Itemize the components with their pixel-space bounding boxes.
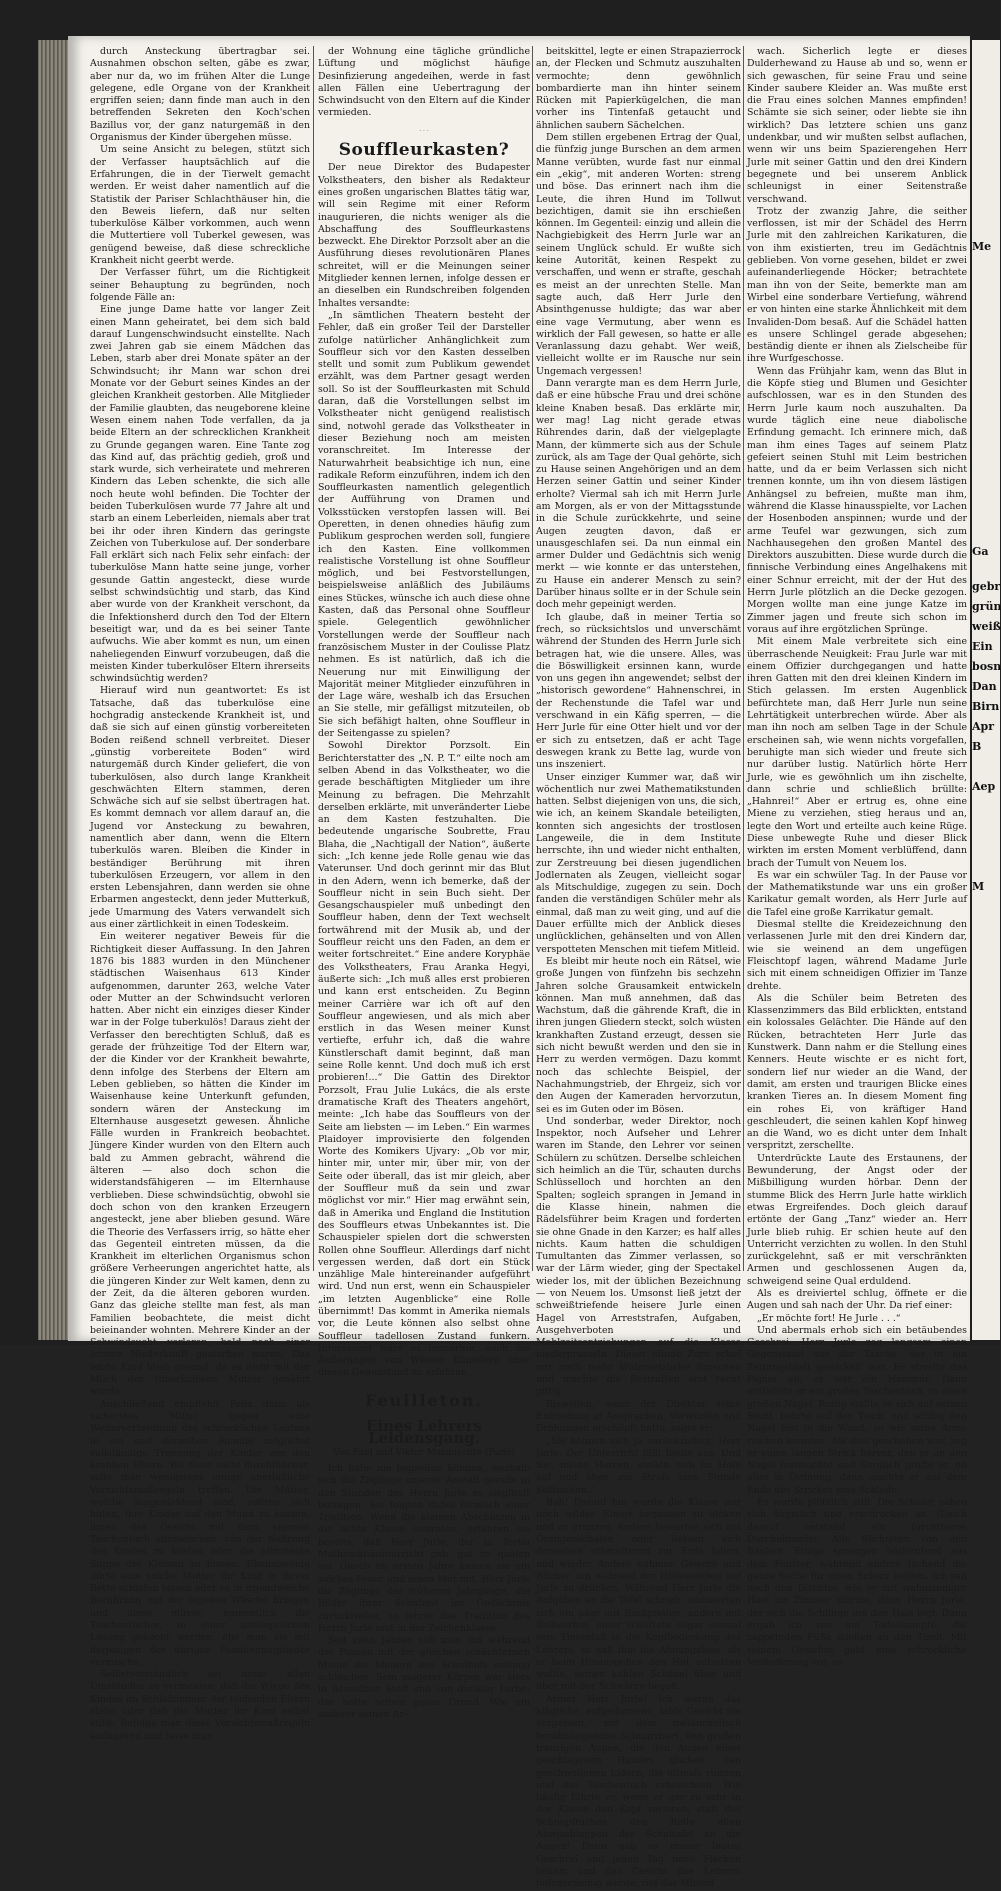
article-heading: Souffleurkasten? — [338, 140, 510, 161]
fragment-word: Ga — [972, 545, 989, 558]
column-2 — [318, 46, 530, 1720]
fragment-word: gebr — [972, 580, 1001, 593]
paragraph: wach. Sicherlich legte er dieses Dulderhewand zu Hause ab und so, wenn er sich gewaschen, für seine Frau und seine Kinder saubere Kleider an. Was mußte erst die Frau eines solchen Mannes empfinden! Schämte sie sich seiner, oder liebte sie ihn wirklich? Das letztere schien uns ganz undenkbar, und wir mußten selbst auflachen, wenn wir uns beim Spazierengehen Herr Jurle mit seiner Gattin und den drei Kindern begegnete und bei unserem Anblick schleunigst in einer Seitenstraße verschwand. — [747, 46, 967, 205]
paragraph: Der neue Direktor des Budapester Volkstheaters, den bisher als Redakteur eines großen ungarischen Blattes tätig war, will sein Regime mit einer Reform inaugurieren, die nichts weniger als die Abschaffung des Souffleurkastens bezweckt. Ehe Direktor Porzsolt aber an die Ausführung dieses revolutionären Planes schreitet, will er die Meinungen seiner Mitglieder kennen lernen, infolge dessen er an dieselben ein Rundschreiben folgenden Inhaltes versandte: — [318, 162, 530, 309]
paragraph: Es bleibt mir heute noch ein Rätsel, wie große Jungen von fünfzehn bis sechzehn Jahren solche Grausamkeit entwickeln können. Man muß annehmen, daß das Wachstum, daß die gährende Kraft, die in ihren jungen Gliedern steckt, solch wüsten krankhaften Zustand erzeugt, dessen sie sich nicht bewußt werden und den sie in Herr zu werden vermögen. Dazu kommt noch das schlechte Beispiel, der Nachahmungstrieb, der Ehrgeiz, sich vor den Augen der Kameraden hervorzutun, sei es im Guten oder im Bösen. — [536, 955, 741, 1115]
fragment-word: B — [972, 740, 982, 753]
column-3 — [536, 46, 741, 1890]
paragraph: Anschließend empfiehlt Felix dann als sicherstes Mittel gegen eine Weiterverbreitung des schrecklichen Leidens in ein und derselben Familie möglichst vollständige Trennung der Kinder von den kranken Eltern. Wo diese nicht durchführbar, solle man wenigstens einige unerläßliche Vorsichtsmaßregeln treffen. Die Mütter, welche lungenleidend sind, sollten sich hüten, ihre Kinder auf den Mund zu küssen, ihnen das Gesicht mit dem eigenen Taschentuch abzuwischen, von der Nahrung des Kindes zu kosten oder die allzuheiße Suppe der Kleinen zu blasen. Ebensowenig dürfe eine solche Mutter ihr Kind in ihrem Bette schlafen lassen oder es in irgendwelche Berührung mit der eigenen Wäsche bringen und diese müsse, namentlich die Taschentücher, in einer antiseptischen Lösung gekocht werden, ehe man sie mit derjenigen der übrigen Familienmitglieder vermische. — [90, 1398, 310, 1668]
fragment-word: bosn — [972, 660, 1001, 673]
paragraph: Unser einziger Kummer war, daß wir wöchentlich nur zwei Mathematikstunden hatten. Selbst diejenigen von uns, die sich, wie ich, an keinem Skandale beteiligten, konnten sich angesichts der trostlosen Langeweile, die in dem Institute herrschte, ihn und wieder nicht enthalten, zur Zerstreuung bei diesen jugendlichen Jodlernaten als Zeugen, vielleicht sogar als Mitschuldige, zugegen zu sein. Doch fanden die verständigen Schüler mehr als einmal, daß man zu weit ging, und auf die Dauer erfüllte mich der Anblick dieses unglücklichen, gehänselten und von Allen verspotteten Menschen mit tiefem Mitleid. — [536, 771, 741, 955]
paragraph: durch Ansteckung übertragbar sei. Ausnahmen obschon selten, gäbe es zwar, aber nur da, wo im frühen Alter die Lunge gelegene, edle Organe von der Krankheit ergriffen seien; dann finde man auch in den betreffenden Sekreten den Koch'schen Bazillus vor, der ganz naturgemäß in den Organismus der Kinder übergehen müsse. — [90, 46, 310, 144]
fragment-word: Ein — [972, 640, 993, 653]
story-byline: Von Paul und Viktor Margueritte (Paris) — [333, 1447, 515, 1458]
paragraph: Und sonderbar, weder Direktor, noch Inspektor, noch Aufseher und Lehrer waren im Stande, den Lehrer vor seinen Schülern zu schützen. Derselbe schleichen sich heimlich an die Tür, schauten durchs Schlüsselloch und horchten an den Spalten; sogleich sprangen in Jemand in die Klasse hinein, nahmen die Rädelsführer beim Kragen und forderten sie ohne Gnade in den Karzer; es half alles nichts. Kaum hatten die schuldigen Tumultanten das Zimmer verlassen, so war der Lärm wieder, ging der Spectakel wieder los, mit der üblichen Bezeichnung — von Neuem los. Umsonst ließ jetzt der schweißtriefende heisere Jurle einen Hagel von Arreststrafen, Aufgaben, Ausgehverboten und Mahlzeitsentziehungen auf die Klasse niederprasseln. Dieser blinde Zorn schuf nur noch mehr Widersetzliche Burschen und machte die Bestraften erst recht giftig. — [536, 1115, 741, 1398]
paragraph: Trotz der zwanzig Jahre, die seither verflossen, ist mir der Schädel des Herrn Jurle mit den zahlreichen Karikaturen, die von ihm existierten, treu im Gedächtnis geblieben. Von vorne gesehen, bildet er zwei aufeinanderliegende Höcker; betrachtete man ihn von der Seite, bemerkte man am Wirbel eine sonderbare Vertiefung, während er von hinten eine starke Ähnlichkeit mit dem Invaliden-Dom besaß. Auf die Schädel hatten es unsere Schlingel gerade abgesehen; beständig diente er ihnen als Zielscheibe für ihre Wurfgeschosse. — [747, 205, 967, 365]
paragraph: Der Verfasser führt, um die Richtigkeit seiner Behauptung zu begründen, noch folgende Fälle an: — [90, 267, 310, 303]
paragraph: Es wurde plötzlich still. Die Schüler sahen sich ängstlich und erschrocken an. Gleich darauf entstand ein furchtbares Durcheinander. Alle flüchteten von den Bänken. Einige sprangen hülferufend aus dem Fenster, während andere lachend die ganze Sache für einen Scherz hielten. Ich sah noch den Direktor, wie er mit wahnsinniger Hast ins Zimmer stürzte, denn Herrn Jurle, der sich die Schlinge um den Hals legt. Dann ergab ich von am Todeskampfe; die zappelnden Füße stießen an den Tisch. Mit seinem Gesichte gebt eine schreckliche Veränderung vor, es — [747, 1497, 967, 1668]
feuilleton-label: Feuilleton. — [365, 1390, 483, 1410]
column-4 — [747, 46, 967, 1668]
article-body — [318, 162, 530, 1379]
fragment-word: Birn — [972, 700, 1000, 713]
book-page-edges — [38, 40, 68, 1340]
column-rule — [743, 46, 744, 1271]
story-body — [318, 1463, 530, 1721]
paragraph: Ich glaube, daß in meiner Tertia so frech, so rücksichtslos und unverschämt während der Stunden des Herrn Jurle sich betragen hat, wie die unsere. Alles, was die Böswilligkeit ersinnen kann, wurde von uns gegen ihn angewendet; selbst der „historisch gewordene“ Hahnenschrei, in der Rechenstunde die Tafel war und verschwand in ein Käfig sperren, — die Herr Jurle für eine Otter hielt und vor der er sich zu entsetzen, daß er acht Tage deswegen krank zu Bette lag, wurde von uns inszeniert. — [536, 611, 741, 771]
paragraph: Bah! Darauf hin wurde die Klasse nur noch wilder. Einige begannen zu blöken und zu grunzen, Andere bewarfen sich mit Orangenschalen oder liessen sich derselben schmetternd zur Erde fallen, und wieder Andere nahmen Gewerk und Bücher, um während der Höllensieben auf Jurle zu drücken. Während Herr Jurle die Aufgaben an die Tafel schrieb, amüsierten sich ein paar mit Backpfeifen, andere mit Ballwerfen; einer schüttete sogar einmal sein Tintenfaß in die Kopfbedeckung des Lehrers, so daß ihm die Ahnungslose, als er beim Hinausgehen den Hut aufsetzen wollte, seinen kahlen Schädel über und über mit der Schwärze begoß. — [536, 1497, 741, 1693]
fragment-word: Apr — [972, 720, 995, 733]
paragraph: Sowohl Direktor Porzsolt. Ein Berichterstatter des „N. P. T.“ eilte noch am selben Abend in das Volkstheater, wo die gerade beschäftigten Mitglieder um ihre Meinung zu befragen. Die Mehrzahlt derselben erklärte, mit unveränderter Liebe an dem Kasten festzuhalten. Die bedeutende ungarische Soubrette, Frau Blaha, die „Nachtigall der Nation“, äußerte sich: „Ich kenne jede Rolle genau wie das Vaterunser. Und doch gerinnt mir das Blut in den Adern, wenn ich bemerke, daß der Souffleur nicht in sein Buch sieht. Der Gesangschauspieler muß unbedingt den Souffleur haben, denn der Text wechselt fortwährend mit der Musik ab, und der Souffleur reicht uns den Faden, an dem er weiter fortschreitet.“ Eine andere Koryphäe des Volkstheaters, Frau Aranka Hegyi, äußerte sich: „Ich muß alles erst probieren und kann erst entscheiden. Zu Beginn meiner Carrière war ich oft auf den Souffleur angewiesen, und als mich aber erstlich in das Wesen meiner Kunst vertiefte, erfuhr ich, daß die wahre Künstlerschaft damit beginnt, daß man seine Rolle kennt. Und doch muß ich erst probieren!...“ Die Gattin des Direktor Porzsolt, Frau Julie Lukács, die als erste dramatische Kraft des Theaters angehört, meinte: „Ich habe das Souffleurs von der Seite am liebsten — im Leben.“ Ein warmes Plaidoyer improvisierte den folgenden Worte des Komikers Ujvary: „Ob vor mir, hinter mir, unter mir, über mir, von der Seite oder überall, das ist mir gleich, aber der Souffleur muß da sein und zwar möglichst vor mir.“ Hier mag erwähnt sein, daß in Amerika und England die Institution des Souffleurs etwas Unbekanntes ist. Die Schauspieler spielen dort die schwersten Rollen ohne Souffleur. Allerdings darf nicht vergessen werden, daß dort ein Stück unzählige Male hintereinander aufgeführt wird. Und nun erst, wenn ein Schauspieler „im letzten Augenblicke“ eine Rolle übernimmt! Das kommt in Amerika niemals vor, die Leute können also selbst ohne Souffleur tadellosen Zustand funkern. Interessant wäre es immerhin, auch die Äußerungen von Wiener Künstlern über diesen Gegenstand zu erfahren. — [318, 740, 530, 1379]
paragraph: Und abermals erhob sich ein betäubendes Geschrei. Herr Jurle zog langsam einen Gegenstand aus der Tasche, der in ein Zeitungsblatt gewickelt war. Er streifte das Papier ab, es war ein Hammer. Dann entfaltete er ein großes Taschentuch, in einen großen Nagel. Ruhig stellte er sich auf seinen Stuhl, bohrte auf den Tisch, und schlug den Nagel fest in die Wand, so wie seine Arme reichen konnten. Als dies geschehen war, zog er einen langen Strick hervor, den er an den Nagel festmachte und Sorglich prüfte er, ob alles in Ordnung, dann machte er aus dem Ende des Strickes eine Schleife. — [747, 1324, 967, 1496]
fragment-word: Me — [972, 240, 992, 253]
paragraph: „Er möchte fort! He Jurle . . .“ — [757, 1312, 901, 1324]
paragraph: beitskittel, legte er einen Strapazierrock an, der Flecken und Schmutz auszuhalten vermochte; denn gewöhnlich bombardierte man ihn hinter seinem Rücken mit Papierkügelchen, die man vorher ins Tintenfaß getaucht und ähnlichen saubern Sächelchen. — [536, 46, 741, 131]
paragraph: Dem stillen ergebenen Ertrag der Qual, die fünfzig junge Burschen an dem armen Manne verübten, wurde fast nur einmal ein „ekig“, mit anderen Worten: streng und böse. Das erinnert nach ihm die Leute, die ihren Hund im Tollwut bezichtigen, damit sie ihn erschießen können. Im Gegenteil: einzig und allein die Nachgiebigkeit des Herrn Jurle war an seinem Unglück schuld. Er wußte sich keine Autorität, keinen Respekt zu verschaffen, und wenn er strafte, geschah es meist an der unrechten Stelle. Man sagte auch, daß Herr Jurle den Absinthgenusse huldigte; das war aber eine vage Vermutung, aber wenn es wirklich der Fall gewesen, so hatte er alle Veranlassung dazu gehabt. Wer weiß, vielleicht wollte er im Rausche nur sein Ungemach vergessen! — [536, 132, 741, 377]
fragment-word: weiß — [972, 620, 1001, 633]
column-2-lead: der Wohnung eine tägliche gründliche Lüftung und möglichst häufige Desinfizierung angedeihen, werde in fast allen Fällen eine Uebertragung der Schwindsucht von den Eltern auf die Kinder vermieden. — [318, 46, 530, 119]
paragraph: Mit einem Male verbreitete sich eine überraschende Neuigkeit: Frau Jurle war mit einem Offizier durchgegangen und hatte ihren Gatten mit den drei kleinen Kindern im Stich gelassen. Im ersten Augenblick befürchtete man, daß Herr Jurle nun seine Lehrtätigkeit unterbrechen würde. Aber als man ihn noch am selben Tage in der Schule erscheinen sah, wie wenn nichts vorgefallen, beruhigte man sich wieder und freute sich nur darüber lustig. Natürlich hörte Herr Jurle, wie es gewöhnlich um ihn zischelte, dann schrie und schließlich brüllte: „Hahnrei!“ Aber er ertrug es, ohne eine Miene zu verziehen, stieg heraus und an, legte den Wort und erteilte auch keine Rüge. Diese unbewegte Ruhe und dieser Blick wirkten im ersten Moment verblüffend, dann brach der Tumult von Neuem los. — [747, 636, 967, 869]
paragraph: Als die Schüler beim Betreten des Klassenzimmers das Bild erblickten, entstand ein kolossales Gelächter. Die Hände auf den Rücken, betrachteten Herr Jurle das Kunstwerk. Dann nahm er die Stellung eines Kenners. Heute wischte er es nicht fort, sondern lief nur wieder an die Wand, der damit, am ersten und traurigen Blicke eines kranken Tieres an. In diesem Moment fing ein rohes Ei, von kräftiger Hand geschleudert, die seinen kahlen Kopf hinweg an die Wand, wo es dicht unter dem Inhalt verspritzt, zerschellte. — [747, 992, 967, 1152]
section-rule-thin — [318, 1411, 530, 1412]
paragraph: Ich habe nie begreifen können, weshalb sich die Zöglinge unserer Anstalt gerade in den Stunden des Herrn Jurle so sieglhaft betragen. Sie folgten dabei förmlich einer Tradition. Wenn die kleinen Abschützen in die achte Klasse eintraten, erfuhren sie bereits, daß Herr Jurle, der in Tertia Mathematikunterricht gab, gut zu quälen sei. Gleich im ersten Jahre kamen sie ein solches Feuer und einen Mut mit. Herr Jurle die Zöglinge der früheren Jahrgänge, die Bilder ihrer Schulzeit ins Gedächtnis zurückriefen, so lehrte das Tradition des Herrn Jurle erst in der Zeichenklasse. — [318, 1462, 530, 1634]
paragraph: „Sie können sich ja zurückziehen, Herr Jurle. Der Unterricht fällt heute aus. Und Sie, meine Herren, stellen sich im Hofe auf und üben zur Strafe eine Stunde Stillstehen.“ — [536, 1435, 741, 1496]
paragraph: Eine junge Dame hatte vor langer Zeit einen Mann geheiratet, bei dem sich bald darauf Lungenschwindsucht einstellte. Nach zwei Jahren gab sie einem Mädchen das Leben, starb aber drei Monate später an der Schwindsucht; ihr Mann war schon drei Monate vor der Geburt seines Kindes an der gleichen Krankheit gestorben. Alle Mitglieder der Familie glaubten, das neugeborene kleine Wesen einem nahen Tode verfallen, da ja beide Eltern an der schrecklichen Krankheit zu Grunde gegangen waren. Eine Tante zog das Kind auf, das prächtig gedieh, groß und stark wurde, sich verheiratete und mehreren Kindern das Leben schenkte, die sich alle noch heute wohl befinden. Die Tochter der beiden Tuberkulösen wurde 77 Jahre alt und starb an einem Leberleiden, niemals aber trat bei ihr oder ihren Kindern das geringste Zeichen von Tuberkulose auf. Der sonderbare Fall erklärt sich nach Felix sehr einfach: der tuberkulöse Mann hatte seine junge, vorher gesunde Gattin angesteckt, diese wurde selbst schwindsüchtig und starb, das Kind aber wurde von der Krankheit verschont, da die Infektionsherd durch den Tod der Eltern beseitigt war, und da es bei seiner Tante aufwuchs. Wie aber kommt es nun, um einen naheliegenden Einwurf vorzubeugen, daß die meisten Kinder tuberkulöser Eltern ihrerseits schwindsüchtig werden? — [90, 304, 310, 685]
separator-mark: · · · — [419, 127, 429, 135]
paragraph: Wenn das Frühjahr kam, wenn das Blut in die Köpfe stieg und Blumen und Gesichter aufschlossen, war es in den Stunden des Herrn Jurle kaum noch auszuhalten. Da wurde täglich eine neue diabolische Erfindung gemacht. Ich erinnere mich, daß man ihm eines Tages auf seinem Platz gefeiert seinen Stuhl mit Leim bestrichen hatte, und da er beim Verlassen sich nicht trennen konnte, um ihn von diesem lästigen Anhängsel zu befreien, mußte man ihm, während die Klasse hinausspielte, vor Lachen der Hosenboden anspinnen; wurde und der arme Teufel war gezwungen, sich zum Nachhausegehen den großen Mantel des Direktors auszubitten. Diese wurde durch die finnische Verbindung eines Angelhakens mit einer Schnur erreicht, mit der der Hut des Herrn Jurle plötzlich an die Decke gezogen. Morgen wollte man eine junge Katze im Zimmer jagen und freute sich schon im voraus auf ihre ergötzlichen Sprünge. — [747, 365, 967, 635]
paragraph: Um seine Ansicht zu belegen, stützt sich der Verfasser hauptsächlich auf die Erfahrungen, die in der Tierwelt gemacht werden. Er weist daher namentlich auf die Statistik der Pariser Schlachthäuser hin, die den Beweis liefern, daß nur selten tuberkulöse Kälber vorkommen, auch wenn die Muttertiere voll Tuberkel gewesen, was genügend beweise, daß diese schreckliche Krankheit nicht geerbt werde. — [90, 144, 310, 267]
paragraph: Bisweilen, wenn der Direktor seine Entrüstung in Ansprachen, Vorwürfen und Drohungen erschöpft hatte, sagte er: — [536, 1398, 741, 1435]
fragment-word: Dan — [972, 680, 997, 693]
paragraph: Als es dreiviertel schlug, öffnete er die Augen und sah nach der Uhr. Da rief einer: — [747, 1287, 967, 1312]
paragraph: Dann verargte man es dem Herrn Jurle, daß er eine hübsche Frau und drei schöne kleine Knaben besaß. Das erklärte mir, wer mag! Lag nicht gerade etwas Rührendes darin, daß der vielgeplagte Mann, der kümmerte sich aus der Schule zurück, als am Tage der Qual gehörte, sich zu Hause seinen Angehörigen und an dem Herzen seiner Gattin und seiner Kinder erholte? Viermal sah ich mit Herrn Jurle am Morgen, als er von der Mittagsstunde in die Schule zurückkehrte, und seine Augen zeugten davon, daß er unausgeschlafen sei. Da nun einmal ein armer Dulder und Gedächtnis sich wenig merkt — wie konnte er das unterstehen, zu Hause ein anderer Mensch zu sein? Darüber hinaus sollte er in der Schule sein doch mehr gepeinigt werden. — [536, 378, 741, 611]
paragraph: Unterdrückte Laute des Erstaunens, der Bewunderung, der Angst oder der Mißbilligung wurden hörbar. Denn der stumme Blick des Herrn Jurle hatte wirklich etwas Ergreifendes. Doch gleich darauf ertönte der Gang „Tanz“ wieder an. Herr Jurle blieb ruhig. Er schien heute auf den Unterricht verzichten zu wollen. In den Stuhl zurückgelehnt, saß er mit verschränkten Armen und geschlossenen Augen da, schweigend seine Qual erduldend. — [747, 1152, 967, 1287]
fragment-word: Aep — [972, 780, 996, 793]
paragraph: Ein weiterer negativer Beweis für die Richtigkeit dieser Auffassung. In den Jahren 1876 bis 1883 wurden in den Münchener städtischen Waisenhaus 613 Kinder aufgenommen, darunter 263, welche Vater oder Mutter an der Schwindsucht verloren hatten. Aber nicht ein einziges dieser Kinder war in der Folge tuberkulös! Daraus zieht der Verfasser den berechtigten Schluß, daß es gerade der frühzeitige Tod der Eltern war, der die Kinder vor der Krankheit bewahrte, denn infolge des Sterbens der Eltern am Leben geblieben, so hätten die Kinder im Waisenhause keine Unterkunft gefunden, sondern wären der Ansteckung im Elternhause ausgesetzt gewesen. Ähnliche Fälle wurden in Frankreich beobachtet. Jüngere Kinder wurden von den Eltern auch bald zu Ammen gebracht, während die älteren — also doch schon die widerstandsfähigeren — im Elternhause verblieben. Diese schwindsüchtig, obwohl sie doch schon von den kranken Erzeugern angesteckt, jene aber blieben gesund. Wäre die Theorie des Verfassers irrig, so hätte eher das Gegenteil eintreten müssen, da die Krankheit im elterlichen Organismus schon größere Verheerungen angerichtet hatte, als die jüngeren Kinder zur Welt kamen, denn zu der Zeit, da die älteren geboren wurden. Ganz das gleiche stellte man fest, als man Familien beobachtete, die meist dicht beieinander wohnten. Mehrere Kinder an der Schwindsucht verloren, bald nach einer letzten Niederkunft gestorben waren. Das letzte Kind blieb gesund, da es nicht mit der Milch der tuberkulösen Mutter genährt wurde. — [90, 931, 310, 1398]
paragraph: Hierauf wird nun geantwortet: Es ist Tatsache, daß das tuberkulöse eine hochgradig ansteckende Krankheit ist, und daß sie sich auf einen günstig vorbereiteten Boden reißend schnell verbreitet. Dieser „günstig vorbereitete Boden“ wird naturgemäß durch Kinder geliefert, die von tuberkulösen, also durch lange Krankheit geschwächten Eltern stammen, deren Schwäche sich auf sie selbst übertragen hat. Es kommt demnach vor allem darauf an, die Jugend vor Ansteckung zu bewahren, namentlich aber dann, wenn die Eltern tuberkulös waren. Bleiben die Kinder in beständiger Berührung mit ihren tuberkulösen Erzeugern, vor allem in den ersten Lebensjahren, dann werden sie ohne Erbarmen angesteckt, denn jeder Mutterkuß, jede Umarmung des Vaters verwandelt sich aus einer zärtlichkeit in einen Todeskeim. — [90, 685, 310, 931]
column-1 — [90, 46, 310, 1742]
paragraph: „In sämtlichen Theatern besteht der Fehler, daß ein großer Teil der Darsteller zufolge natürlicher Anhänglichkeit zum Souffleur sich vor den Kasten desselben stellt und somit zum Publikum gewendet erzählt, was dem Partner gesagt werden soll. So ist der Souffleurkasten mit Schuld daran, daß die Vorstellungen selbst im Volkstheater nicht genügend realistisch sind, notwohl gerade das Volkstheater in dieser Beziehung noch am meisten voranschreitet. Im Interesse der Naturwahrheit beabsichtige ich nun, eine radikale Reform einzuführen, indem ich den Souffleurkasten namentlich gelegentlich der Aufführung von Dramen und Volksstücken verstopfen lassen will. Bei Operetten, in denen ohnedies häufig zum Publikum gesprochen werden soll, fungiere ich den Kasten. Eine vollkommen realistische Vorstellung ist ohne Souffleur möglich, und bei Festvorstellungen, beispielsweise anläßlich des Jubiläums eines Stückes, wünsche ich auch diese ohne Kasten, daß das Personal ohne Souffleur spiele. Gelegentlich gewöhnlicher Vorstellungen werde der Souffleur nach französischem Muster in der Coulisse Platz nehmen. Es ist natürlich, daß ich die Neuerung nur mit Einwilligung der Majorität meiner Mitglieder einzuführen in der Lage wäre, weshalb ich das Ersuchen an Sie stelle, mir gefälligst mitzuteilen, ob Sie sich befähigt halten, ohne Souffleur in der Seitengasse zu spielen? — [318, 309, 530, 740]
fragment-word: grün — [972, 600, 1001, 613]
story-title: Eines Lehrers Leidensgang. — [365, 1417, 483, 1448]
paragraph: Es war ein schwüler Tag. In der Pause vor der Mathematikstunde war uns ein großer Karikatur gemalt worden, als Herr Jurle auf die Tafel eine große Karrikatur gemalt. — [747, 869, 967, 918]
paragraph: Diesmal stellte die Kreidezeichnung den verlassenen Jurle mit den drei Kindern dar, wie sie weinend an dem ungefügen Fleischtopf lagen, während Madame Jurle sich mit einem schneidigen Offizier im Tanze drehte. — [747, 919, 967, 992]
paragraph: Armer Herr Jurle! Ich werde das klägliche, aufgedunsene, fahle Gesicht nie vergessen, mit dem melancholisch herabhängenden Schnurrbart, den großen traurigen Augen, die den Augen eines geschlagenen Hundes glichen, den geschwollenen Lidern, die oftmals rinnten und das Taschentuch erheischten. Wie häufig führte er, wenn er gar zu sehr in der Klasse den Kopf verloren, statt des Schnupftuches den Rolle allen Abwischlappen der Schultafel an die Augen! Dann gab es immer lautes Geschrei und jeden Tag neue Flecken bekam und das Gesicht des Lehrers fadenscheinig wurde, rief das Mitleid — [536, 1693, 741, 1890]
fragment-word: M — [972, 880, 985, 893]
paragraph: Seit zehn Jahren sah man ihn während der Pausen mit der gleichen schüchternen Miene die Mauern des Schulhofs entlang schleichen. Sein magerer Körper war stets in denselben Stoff und von dunkler Farbe; das hatte seinen guten Grund. Wie ein anderer seinen Ar- — [318, 1635, 530, 1720]
column-rule — [532, 46, 533, 1271]
column-rule — [313, 46, 314, 1271]
paragraph: Selbstverständlich sei unter allen Umständen zu vermeiden, daß die Wiege des Kindes im Schlafzimmer der leidenden Eltern stehe oder daß die Mutter ihr Kind selbst stille. Befolge man diese Vorsichtsmaßregeln andauernd und lasse man — [90, 1669, 310, 1742]
